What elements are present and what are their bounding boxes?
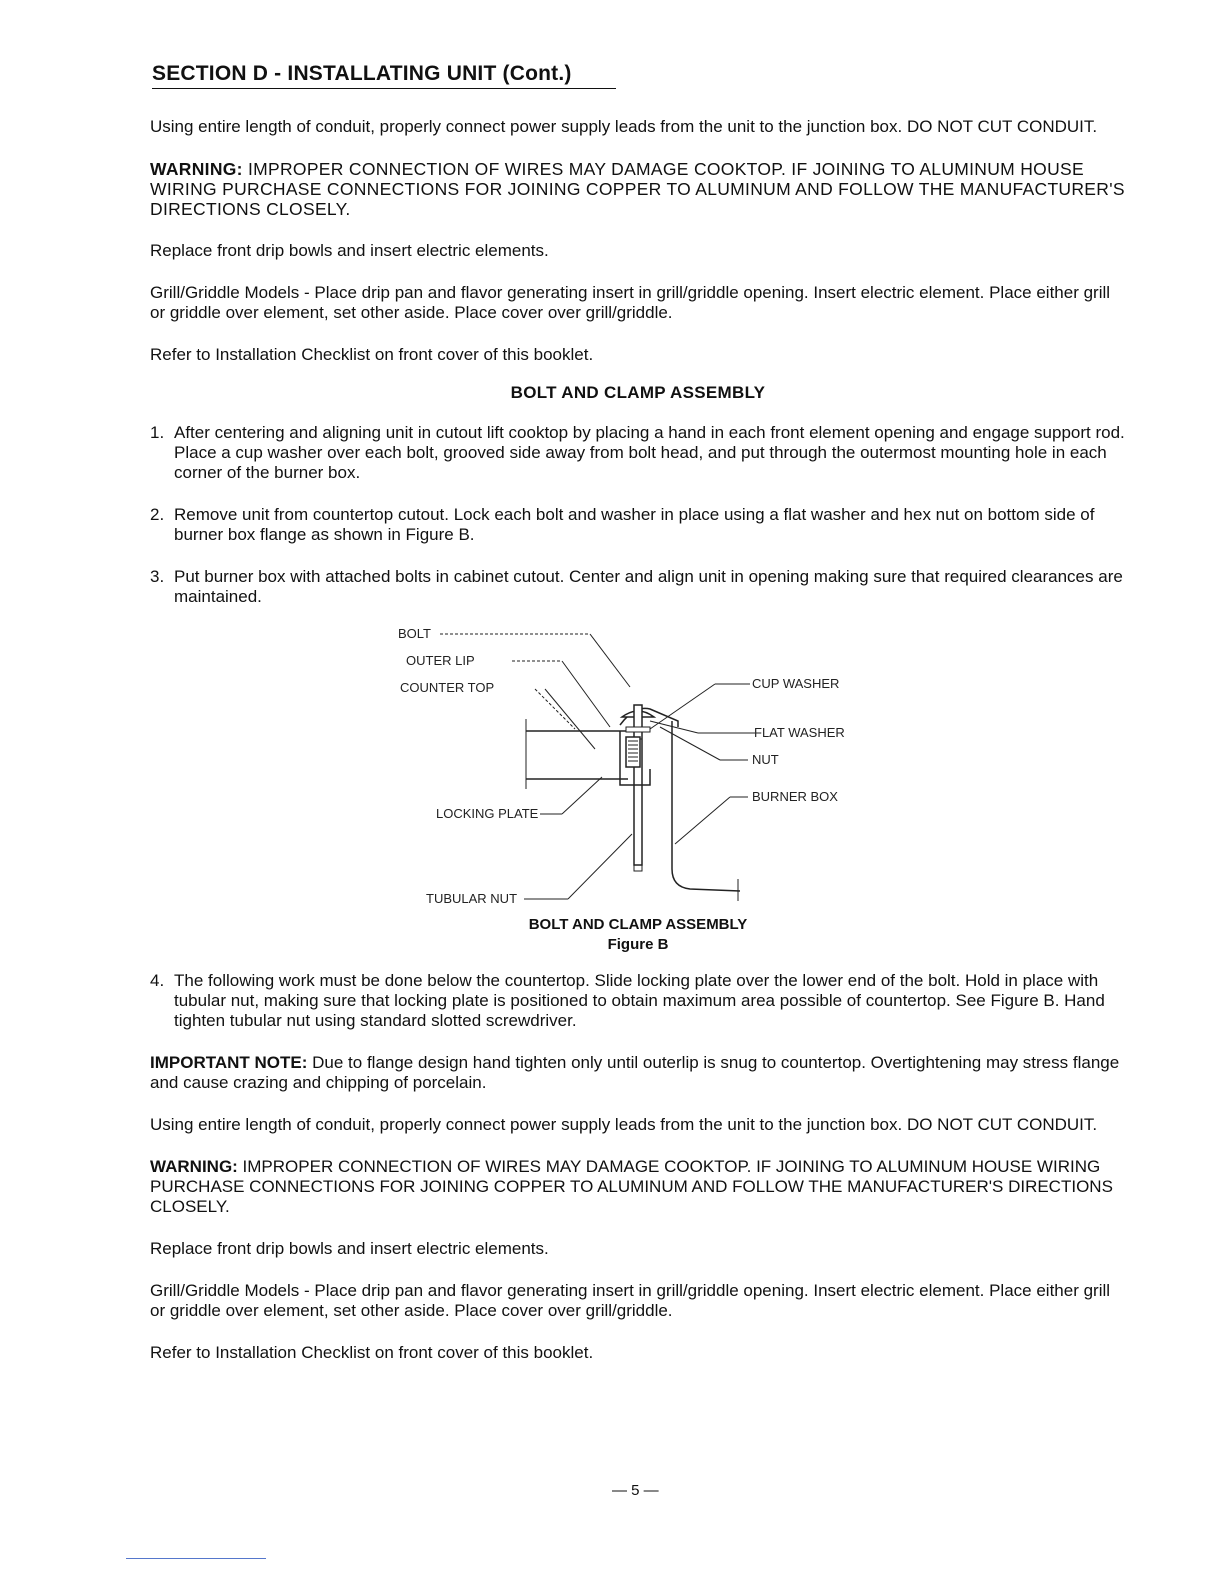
page-number: — 5 — [612, 1482, 659, 1499]
step-item [150, 971, 1126, 1031]
warning-label: WARNING: [150, 159, 243, 179]
label-bolt: BOLT [398, 626, 431, 641]
step-text: The following work must be done below the countertop. Slide locking plate over the lower end of the bolt. Hold in place with tubular nut, making sure that locking plate is positioned to obtain maximum area possible of countertop. See Figure B. Hand tighten tubular nut using standard slotted screwdriver. [174, 971, 1105, 1030]
label-cup-washer: CUP WASHER [752, 676, 840, 691]
replace-paragraph-2: Replace front drip bowls and insert electric elements. [150, 1239, 549, 1258]
step-number: 1. [150, 423, 165, 442]
label-burner-box: BURNER BOX [752, 789, 838, 804]
step-item [150, 505, 1126, 545]
label-tubular-nut: TUBULAR NUT [426, 891, 518, 906]
figure-b [150, 609, 1126, 961]
label-outer-lip: OUTER LIP [406, 653, 475, 668]
footer-rule [126, 1558, 266, 1559]
replace-paragraph: Replace front drip bowls and insert electric elements. [150, 241, 549, 260]
important-text: Due to flange design hand tighten only until outerlip is snug to countertop. Overtightening may stress flange and cause crazing and chipping of porcelain. [150, 1053, 1120, 1092]
bolt-clamp-heading: BOLT AND CLAMP ASSEMBLY [510, 383, 766, 402]
step-item [150, 567, 1126, 607]
conduit-paragraph: Using entire length of conduit, properly connect power supply leads from the unit to the junction box. DO NOT CUT CONDUIT. [150, 117, 1098, 136]
label-flat-washer: FLAT WASHER [754, 725, 845, 740]
label-counter-top: COUNTER TOP [400, 680, 495, 695]
warning-text: IMPROPER CONNECTION OF WIRES MAY DAMAGE COOKTOP. IF JOINING TO ALUMINUM HOUSE WIRING PURCHASE CONNECTIONS FOR JOINING COPPER TO ALUMINUM AND FOLLOW THE MANUFACTURER'S DIRECTIONS CLOSELY. [150, 159, 1125, 219]
important-label: IMPORTANT NOTE: [150, 1053, 308, 1072]
warning-paragraph-2 [150, 1157, 1126, 1217]
step-item [150, 423, 1126, 483]
figure-caption-title: BOLT AND CLAMP ASSEMBLY [528, 916, 748, 933]
figure-caption-sub: Figure B [607, 936, 669, 953]
section-title: SECTION D - INSTALLATING UNIT (Cont.) [152, 62, 616, 89]
conduit-paragraph-2: Using entire length of conduit, properly connect power supply leads from the unit to the junction box. DO NOT CUT CONDUIT. [150, 1115, 1098, 1134]
step-text: Put burner box with attached bolts in cabinet cutout. Center and align unit in opening making sure that required clearances are maintained. [174, 567, 1123, 606]
step-text: Remove unit from countertop cutout. Lock each bolt and washer in place using a flat washer and hex nut on bottom side of burner box flange as shown in Figure B. [174, 505, 1095, 544]
document-page [150, 62, 1126, 1363]
warning-text-2: IMPROPER CONNECTION OF WIRES MAY DAMAGE COOKTOP. IF JOINING TO ALUMINUM HOUSE WIRING PURCHASE CONNECTIONS FOR JOINING COPPER TO ALUMINUM AND FOLLOW THE MANUFACTURER'S DIRECTIONS CLOSELY. [150, 1157, 1113, 1216]
refer-paragraph: Refer to Installation Checklist on front cover of this booklet. [150, 345, 594, 364]
refer-paragraph-2: Refer to Installation Checklist on front cover of this booklet. [150, 1343, 594, 1362]
label-locking-plate: LOCKING PLATE [436, 806, 539, 821]
step-text: After centering and aligning unit in cutout lift cooktop by placing a hand in each front element opening and engage support rod. Place a cup washer over each bolt, grooved side away from bolt head, and put through the outermost mounting hole in each corner of the burner box. [174, 423, 1125, 482]
label-nut: NUT [752, 752, 779, 767]
grill-paragraph: Grill/Griddle Models - Place drip pan and flavor generating insert in grill/griddle opening. Insert electric element. Place either grill or griddle over element, set other aside. Place cover over grill/griddle. [150, 283, 1111, 322]
steps-list [150, 423, 1126, 607]
step-number: 3. [150, 567, 165, 586]
step-number: 2. [150, 505, 165, 524]
important-paragraph [150, 1053, 1126, 1093]
steps-list-continued [150, 971, 1126, 1031]
warning-paragraph [150, 159, 1126, 219]
grill-paragraph-2: Grill/Griddle Models - Place drip pan and flavor generating insert in grill/griddle opening. Insert electric element. Place either grill or griddle over element, set other aside. Place cover over grill/griddle. [150, 1281, 1111, 1320]
step-number: 4. [150, 971, 165, 990]
bolt-clamp-diagram [150, 609, 1126, 909]
warning-label-2: WARNING: [150, 1157, 238, 1176]
